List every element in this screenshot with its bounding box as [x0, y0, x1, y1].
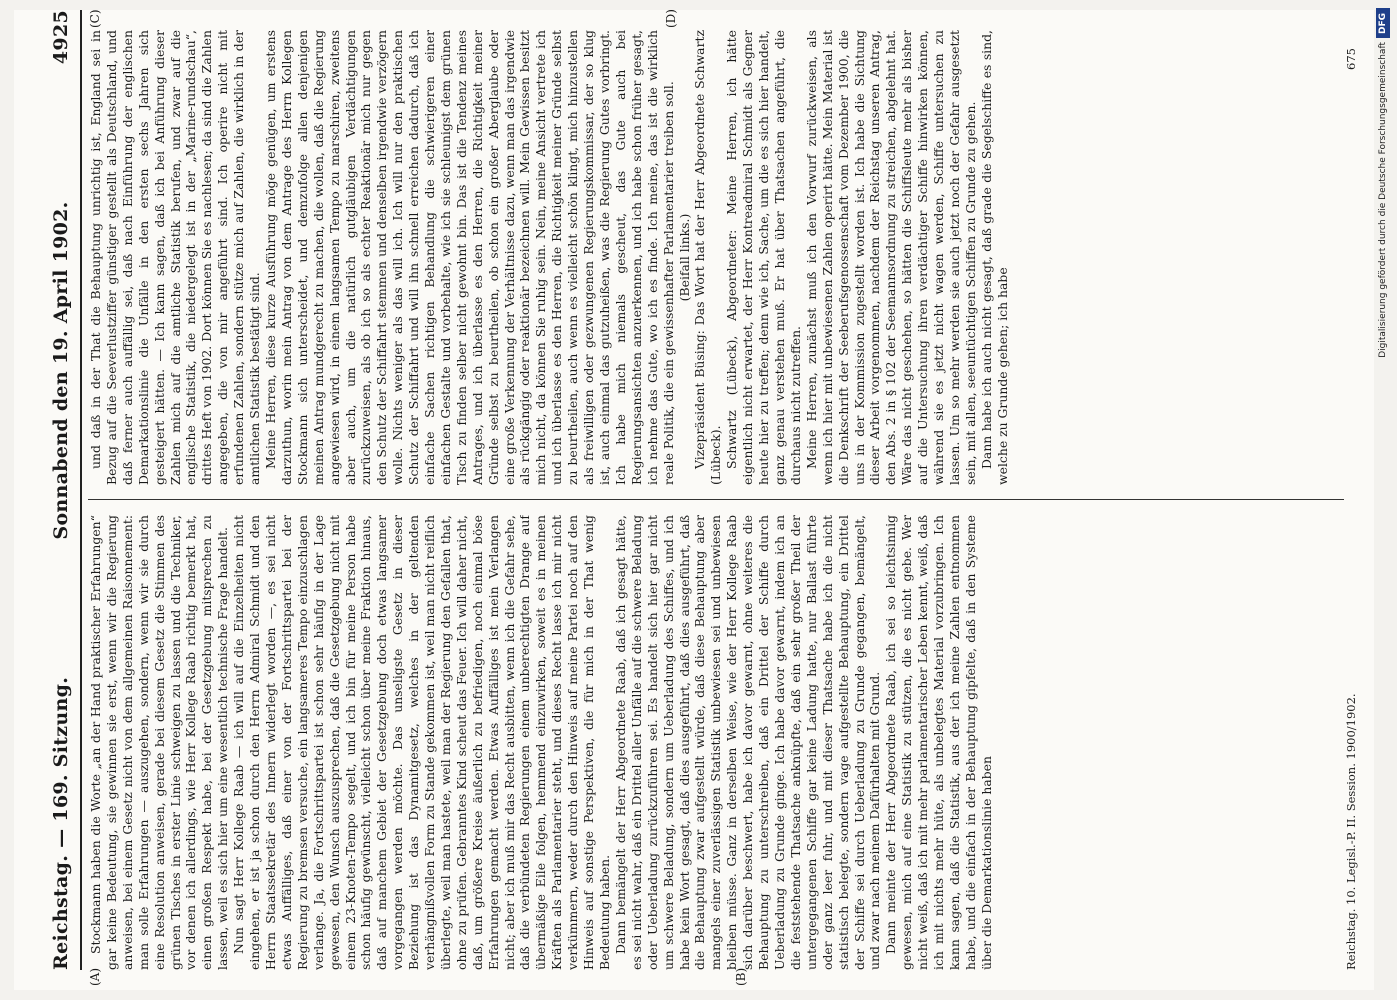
paragraph: Dann meinte der Herr Abgeordnete Raab, ich sei so leichtsinnig gewesen, mich auf eine Statistik zu stützen, die es nicht gebe. Wer nicht weiß, daß ich mit mehr parlamentarischer Leben kennt, weiß, daß ich mit nichts mehr hüte, als unbelegtes Material vorzubringen. Ich kann sagen, daß die Statistik, aus der ich meine Zahlen entnommen habe, und die einfach in der Behauptung gipfelte, daß in den Systeme über die Demarkationslinie haben	[883, 515, 994, 970]
paragraph: Dann habe ich auch nicht gesagt, daß grade die Segelschiffe es sind, welche zu Grunde gehen; ich habe	[978, 30, 1010, 485]
page-header	[44, 10, 78, 970]
page-number: 4925	[50, 10, 72, 65]
paragraph: und daß in der That die Behauptung unrichtig ist, England sei in Bezug auf die Seeverlustziffer günstiger gestellt als Deutschland, und daß ferner auch auffällig sei, daß nach Einführung der englischen Demarkationslinie die Unfälle in den ersten sechs Jahren sich gesteigert hätten. — Ich kann sagen, daß ich bei Anführung dieser Zahlen mich auf die amtliche Statistik berufen, und zwar auf die englische Statistik, die niedergelegt ist in der „Marine-rundschau“, drittes Heft von 1902. Dort können Sie es nachlesen; da sind die Zahlen angegeben, die von mir angeführt sind. Ich operire nicht mit erfundenen Zahlen, sondern stütze mich auf Zahlen, die wirklich in der amtlichen Statistik bestätigt sind.	[88, 30, 263, 485]
funding-note	[1375, 8, 1391, 968]
paragraph: Stockmann haben die Worte „an der Hand praktischer Erfahrungen“ gar keine Bedeutung, sie gewinnen sie erst, wenn wir die Regierung anweisen, bei einem Gesetz nicht von dem allgemeinen Raisonnement: man solle Erfahrungen — auszugehen, sondern, wenn wir sie durch eine Resolution anweisen, gerade bei diesem Gesetz die Stimmen des grünen Tisches in erster Linie schweigen zu lassen und die Techniker, vor denen ich allerdings, wie Herr Kollege Raab richtig bemerkt hat, einen großen Respekt habe, bei der Gesetzgebung mitsprechen zu lassen, weil es sich hier um eine wesentlich technische Frage handelt.	[88, 515, 231, 970]
funding-text: Digitalisierung gefördert durch die Deutsche Forschungsgemeinschaft	[1378, 42, 1388, 358]
applause-note: (Beifall links.)	[676, 213, 692, 302]
header-left: Reichstag. — 169. Sitzung.	[50, 676, 72, 970]
dfg-logo-icon: DFG	[1376, 8, 1390, 38]
paragraph: Nun sagt Herr Kollege Raab — ich will auf die Einzelheiten nicht eingehen, er ist ja schon durch den Herrn Admiral Schmidt und den Herrn Staatssekretär des Innern widerlegt worden —, es sei nicht etwas Auffälliges, daß einer von der Fortschrittspartei bei der Regierung zu bremsen versuche, ein langsameres Tempo einzuschlagen verlange. Ja, die Fortschrittspartei ist schon sehr häufig in der Lage gewesen, den Wunsch auszusprechen, daß die Gesetzgebung nicht mit einem 23-Knoten-Tempo segelt, und ich bin für meine Person habe schon häufig gewünscht, vielleicht schon über meine Fraktion hinaus, daß auf manchem Gebiet der Gesetzgebung doch etwas langsamer vorgegangen werden möchte. Das unseligste Gesetz in dieser Beziehung ist das Dynamitgesetz, welches in der geltenden verhängnißvollen Form zu Stande gekommen ist, weil man nicht reiflich überlegte, weil man hastete, weil man der Regierung den Gefallen that, ohne zu prüfen. Gebranntes Kind scheut das Feuer. Ich will daher nicht, daß, um größere Kreise äußerlich zu befriedigen, noch einmal böse Erfahrungen gemacht werden. Etwas Auffälliges ist mein Verlangen nicht; aber ich muß mir das Recht ausbitten, wenn ich die Gefahr sehe, daß die verbündeten Regierungen einem unberechtigten Drange auf übermäßige Eile folgen, hemmend einzuwirken, soweit es in meinen Kräften als Parlamentarier steht, und dieses Recht lasse ich mir nicht verkümmern, weder durch den Hinweis auf meine Partei noch auf den Hinweis auf sonstige Perspektiven, die für mich in der That wenig Bedeutung haben.	[231, 515, 612, 970]
margin-marker-b: (B)	[734, 967, 748, 986]
paragraph: Meine Herren, diese kurze Ausführung möge genügen, um erstens darzuthun, worin mein Antrag von dem Antrage des Herrn Kollegen Stockmann sich unterscheidet, und demzufolge allen denjenigen meinen Antrag mundgerecht zu machen, die wollen, daß die Regierung angewiesen wird, in einem langsamen Tempo zu marschiren, zweitens aber auch, um die natürlich gutgläubigen Verdächtigungen zurückzuweisen, als ob ich so als echter Reaktionär mich nur gegen den Schutz der Schiffahrt stemmen und denselben irgendwie verzögern wolle. Nichts weniger als das will ich. Ich will nur den praktischen Schutz der Schiffahrt und will ihn schnell erreichen dadurch, daß ich einfache Sachen richtigen Behandlung die schwierigeren einer einfachen Gestalte und vorbehalte, wie ich sie schleunigst dem grünen Tisch zu finden selber nicht gewohnt bin. Das ist die Tendenz meines Antrages, und ich überlasse es den Herren, die Richtigkeit meiner Gründe selbst zu beurtheilen, ob schon ein großer Aberglaube oder eine große Verkennung der Verhältnisse dazu, wenn man das irgendwie als rückgängig oder reaktionär bezeichnen will. Mein Gewissen besitzt mich nicht, da können Sie ruhig sein. Nein, meine Ansicht vertrete ich und ich überlasse es den Herren, die Richtigkeit meiner Gründe selbst zu beurtheilen, auch wenn es vielleicht schön klingt, mich hinzustellen als freiwilligen oder gezwungenen Regierungskommissar, der so klug ist, auch einmal das gutzuheißen, was die Regierung Gutes vorbringt. Ich habe mich niemals gescheut, das Gute auch bei Regierungsansichten anzuerkennen, und ich habe schon früher gesagt, ich nehme das Gute, wo ich es finde. Ich meine, das ist die wirklich reale Politik, die ein gewissenhafter Parlamentarier treiben soll.	[262, 30, 676, 485]
paragraph: Vizepräsident Büsing: Das Wort hat der Herr Abgeordnete Schwartz (Lübeck).	[692, 30, 724, 485]
margin-marker-a: (A)	[88, 967, 102, 986]
paragraph: Meine Herren, zunächst muß ich den Vorwurf zurückweisen, als wenn ich hier mit unbewiesenen Zahlen operirt hätte. Mein Material ist die Denkschrift der Seeberufsgenossenschaft vom Dezember 1900, die uns in der Kommission zugestellt worden ist. Ich habe die Sichtung dieser Arbeit vorgenommen, nachdem der Reichstag unseren Antrag, den Abs. 2 in § 102 der Seemannsordnung zu streichen, abgelehnt hat. Wäre das nicht geschehen, so hätten die Schiffsleute mehr als bisher auf die Untersuchung ihren verdächtiger Schiffe hinwirken können, während sie es jetzt nicht wagen werden, Schiffe untersuchen zu lassen. Um so mehr werden sie auch jetzt noch der Gefahr ausgesetzt sein, mit allen, seeuntüchtigen Schiffen zu Grunde zu gehen.	[803, 30, 978, 485]
right-column	[88, 30, 1344, 485]
paragraph: Dann bemängelt der Herr Abgeordnete Raab, daß ich gesagt hätte, es sei nicht wahr, daß ein Drittel aller Unfälle auf die schwere Beladung oder Ueberladung zurückzuführen sei. Es handelt sich hier gar nicht um schwere Beladung, sondern um Ueberladung des Schiffes, und ich habe kein Wort gesagt, daß dies ausgeführt, daß dies ausgeführt, daß die Behauptung zwar aufgestellt würde, daß diese Behauptung aber mangels einer zuverlässigen Statistik unbewiesen sei und unbewiesen bleiben müsse. Ganz in derselben Weise, wie der Herr Kollege Raab sich darüber beschwert, habe ich davor gewarnt, ohne weiteres die Behauptung zu unterschreiben, daß ein Drittel der Schiffe durch Ueberladung zu Grunde ginge. Ich habe davor gewarnt, indem ich an die feststehende Thatsache anknüpfte, daß ein sehr großer Theil der untergegangenen Schiffe gar keine Ladung hatte, nur Ballast führte oder ganz leer fuhr, und mit dieser Thatsache habe ich die nicht statistisch belegte, sondern vage aufgestellte Behauptung, ein Drittel der Schiffe sei durch Ueberladung zu Grunde gegangen, bemängelt, und zwar nach meinem Dafürhalten mit Grund.	[612, 515, 883, 970]
footer-sheet-number: 675	[1344, 48, 1358, 70]
paragraph: Schwartz (Lübeck), Abgeordneter: Meine Herren, ich hätte eigentlich nicht erwartet, der Herr Kontreadmiral Schmidt als Gegner heute hier zu treffen; denn wie ich, Sache, um die es sich hier handelt, ganz genau verstehen muß. Er hat über Thatsachen angeführt, die durchaus nicht zutreffen.	[724, 30, 803, 485]
header-rule	[80, 10, 82, 970]
rotated-page-content	[44, 9, 1374, 986]
margin-marker-c: (C)	[88, 9, 102, 28]
left-column	[88, 515, 1344, 970]
margin-marker-d: (D)	[664, 9, 678, 28]
header-date: Sonnabend den 19. April 1902.	[50, 201, 72, 540]
scanned-page	[14, 10, 1374, 990]
column-divider	[88, 499, 1344, 500]
footer-session: Reichstag. 10. Legisl.-P. II. Session. 1900/1902.	[1344, 693, 1358, 970]
